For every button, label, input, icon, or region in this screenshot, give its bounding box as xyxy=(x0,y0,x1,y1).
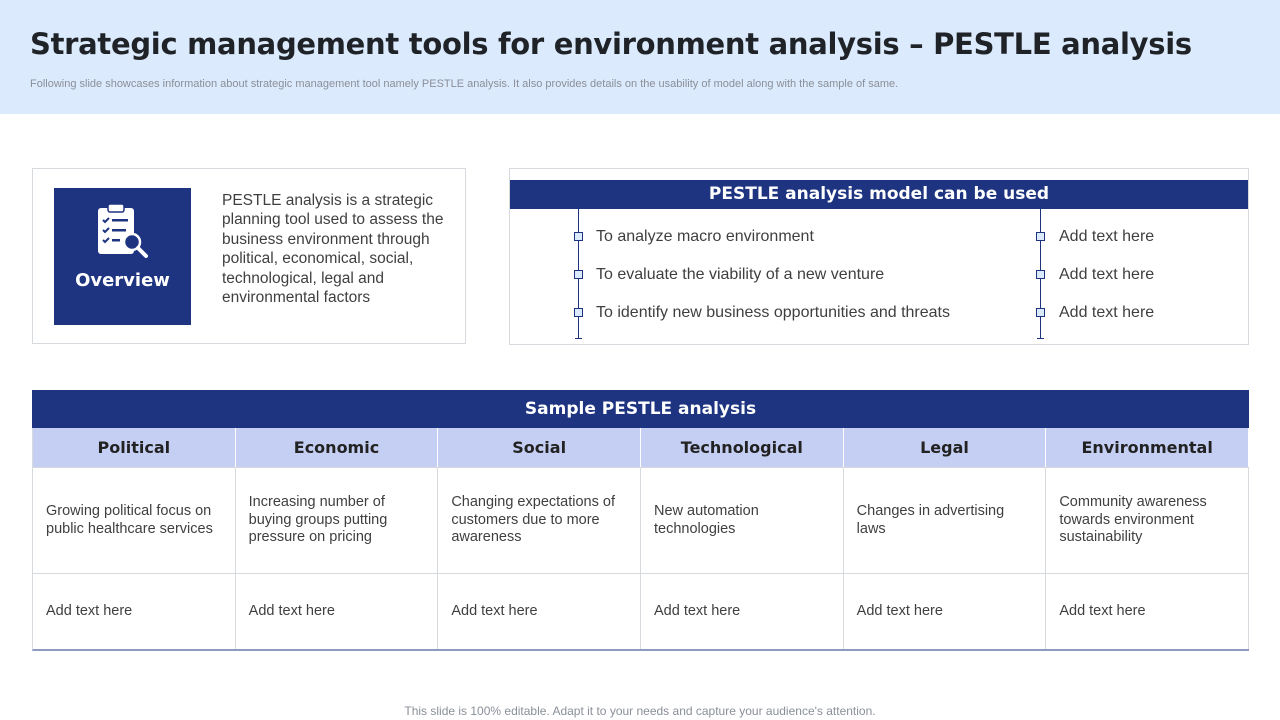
column-header-environmental: Environmental xyxy=(1046,428,1249,467)
bullet-square-icon xyxy=(1036,308,1045,317)
model-usage-title: PESTLE analysis model can be used xyxy=(510,180,1248,209)
table-cell: New automation technologies xyxy=(641,467,844,573)
column-header-political: Political xyxy=(33,428,236,467)
overview-description: PESTLE analysis is a strategic planning tool used to assess the business environment through political, economical, social, technological, legal and environmental factors xyxy=(222,192,444,307)
table-cell: Add text here xyxy=(438,573,641,649)
table-cell: Changes in advertising laws xyxy=(844,467,1047,573)
table-cell: Increasing number of buying groups putting pressure on pricing xyxy=(236,467,439,573)
header-band xyxy=(0,0,1280,114)
clipboard-search-icon xyxy=(96,204,150,265)
footer-note: This slide is 100% editable. Adapt it to your needs and capture your audience's attention. xyxy=(404,704,876,718)
overview-box xyxy=(54,188,191,325)
model-use-placeholder: Add text here xyxy=(1059,304,1155,321)
bullet-square-icon xyxy=(1036,232,1045,241)
column-header-legal: Legal xyxy=(844,428,1047,467)
table-cell: Add text here xyxy=(844,573,1047,649)
overview-card xyxy=(32,168,466,344)
table-cell: Growing political focus on public healthcare services xyxy=(33,467,236,573)
model-use-item: To analyze macro environment xyxy=(596,228,814,245)
column-header-economic: Economic xyxy=(236,428,439,467)
bullet-square-icon xyxy=(574,308,583,317)
bullet-square-icon xyxy=(574,270,583,279)
table-cell: Add text here xyxy=(1046,573,1249,649)
table-cell: Add text here xyxy=(33,573,236,649)
sample-pestle-table xyxy=(32,390,1249,650)
model-use-placeholder: Add text here xyxy=(1059,228,1155,245)
column-header-technological: Technological xyxy=(641,428,844,467)
model-use-item: To evaluate the viability of a new venture xyxy=(596,266,885,283)
overview-label: Overview xyxy=(75,270,170,291)
model-use-placeholder: Add text here xyxy=(1059,266,1155,283)
table-cell: Add text here xyxy=(236,573,439,649)
bullet-square-icon xyxy=(1036,270,1045,279)
page-subtitle: Following slide showcases information about strategic management tool namely PESTLE analysis. It also provides details on the usability of model along with the sample of same. xyxy=(30,78,899,90)
table-cell: Changing expectations of customers due to more awareness xyxy=(438,467,641,573)
bullet-square-icon xyxy=(574,232,583,241)
pestle-grid xyxy=(32,428,1249,651)
sample-table-title: Sample PESTLE analysis xyxy=(32,390,1249,428)
table-cell: Community awareness towards environment sustainability xyxy=(1046,467,1249,573)
page-title: Strategic management tools for environment analysis – PESTLE analysis xyxy=(30,27,1192,61)
model-usage-card xyxy=(509,168,1249,345)
column-header-social: Social xyxy=(438,428,641,467)
model-use-item: To identify new business opportunities and threats xyxy=(596,304,950,321)
table-cell: Add text here xyxy=(641,573,844,649)
